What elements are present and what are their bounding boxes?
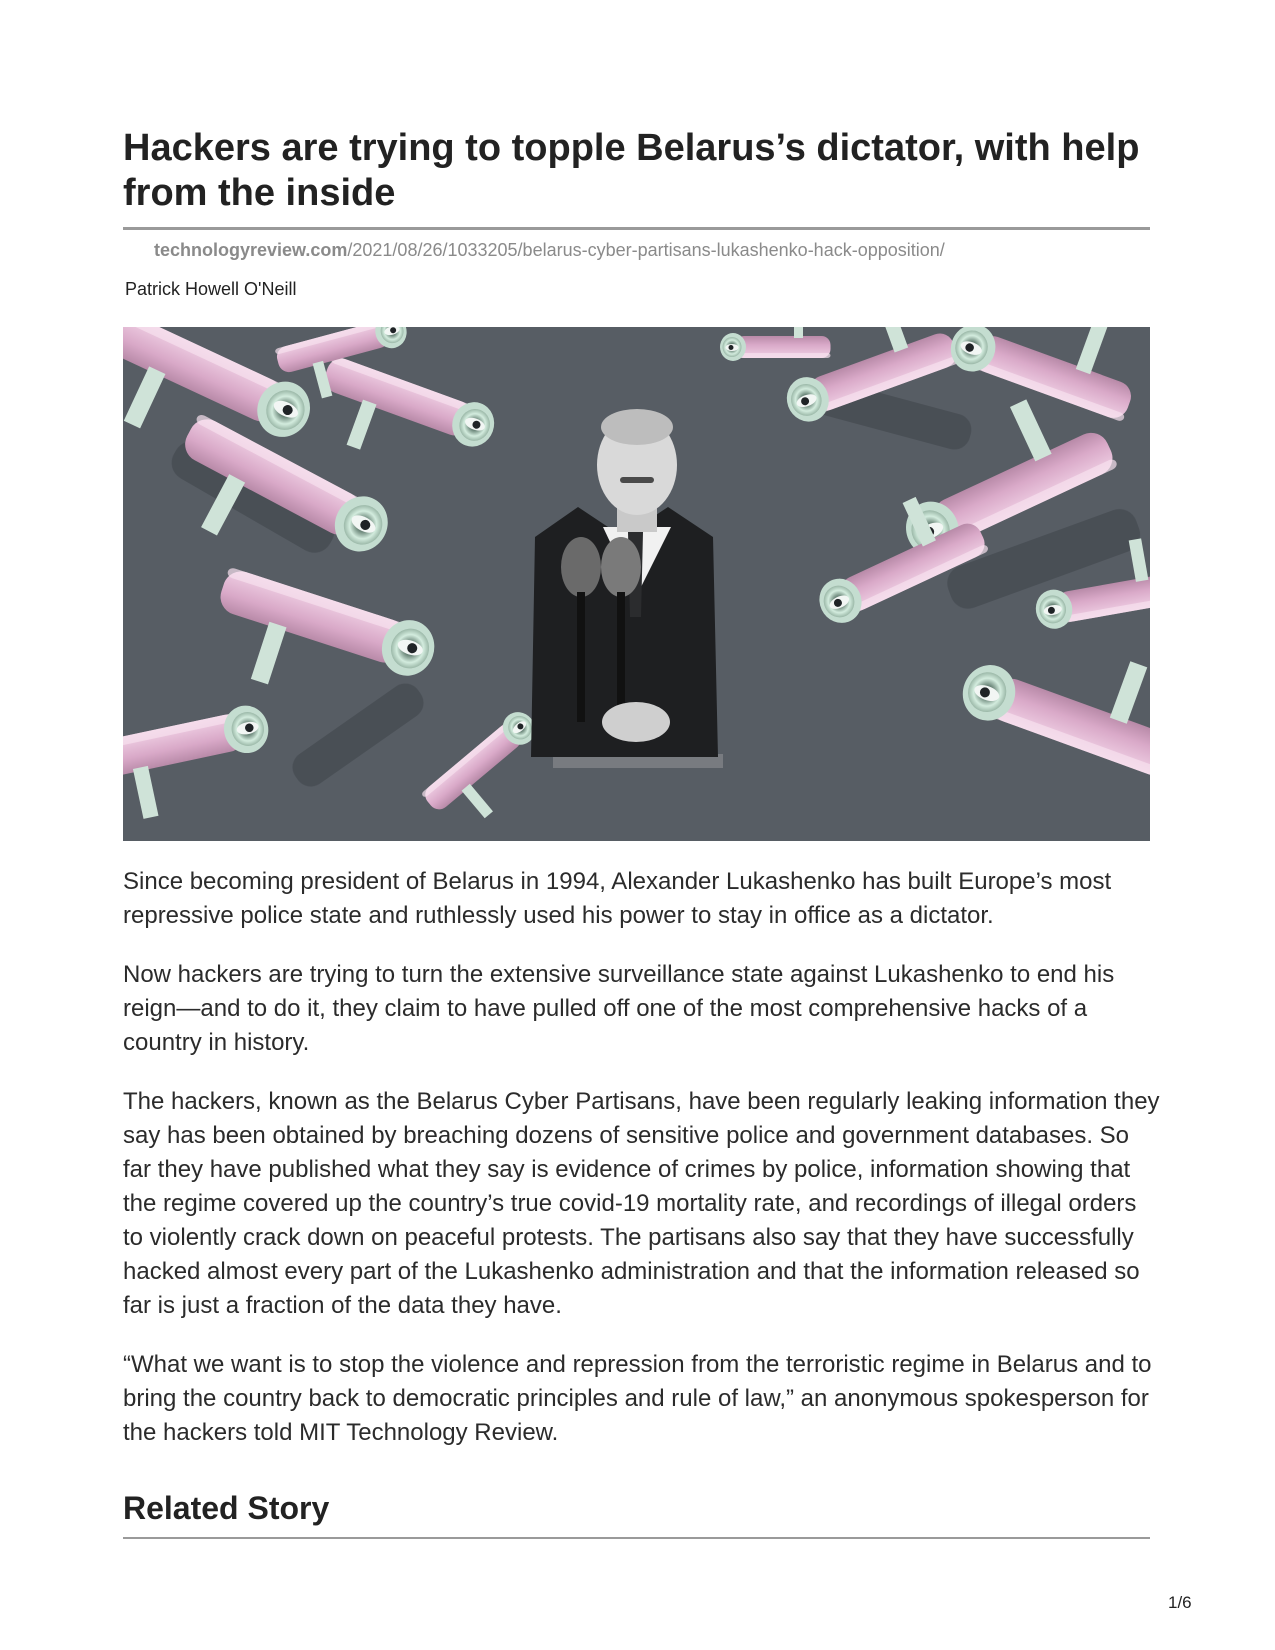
- paragraph: “What we want is to stop the violence and repression from the terroristic regime in Belarus and to bring the country back to democratic principles and rule of law,” an anonymous spokesperson for the hackers told MIT Technology Review.: [123, 1351, 1152, 1446]
- url-path[interactable]: /2021/08/26/1033205/belarus-cyber-partisans-lukashenko-hack-opposition/: [347, 240, 945, 260]
- related-story-heading: Related Story: [123, 1490, 330, 1526]
- title-divider: [123, 227, 1150, 230]
- paragraph: The hackers, known as the Belarus Cyber Partisans, have been regularly leaking information they say has been obtained by breaching dozens of sensitive police and government databases. So far they have published what they say is evidence of crimes by police, information showing that the regime covered up the country’s true covid-19 mortality rate, and recordings of illegal orders to violently crack down on peaceful protests. The partisans also say that they have successfully hacked almost every part of the Lukashenko administration and that the information released so far is just a fraction of the data they have.: [123, 1088, 1160, 1319]
- surveillance-cameras-collage: [123, 327, 1150, 841]
- related-divider: [123, 1537, 1150, 1539]
- url-domain[interactable]: technologyreview.com: [154, 240, 348, 260]
- page-number: 1/6: [1168, 1593, 1192, 1612]
- author-byline: Patrick Howell O'Neill: [125, 279, 297, 299]
- paragraph: Since becoming president of Belarus in 1994, Alexander Lukashenko has built Europe’s most repressive police state and ruthlessly used his power to stay in office as a dictator.: [123, 868, 1112, 929]
- article-body: [123, 865, 1163, 1475]
- paragraph: Now hackers are trying to turn the extensive surveillance state against Lukashenko to end his reign—and to do it, they claim to have pulled off one of the most comprehensive hacks of a country in history.: [123, 961, 1115, 1056]
- hero-image: [123, 327, 1150, 841]
- article-title: Hackers are trying to topple Belarus’s dictator, with help from the inside: [123, 127, 1140, 214]
- source-url[interactable]: [154, 240, 945, 261]
